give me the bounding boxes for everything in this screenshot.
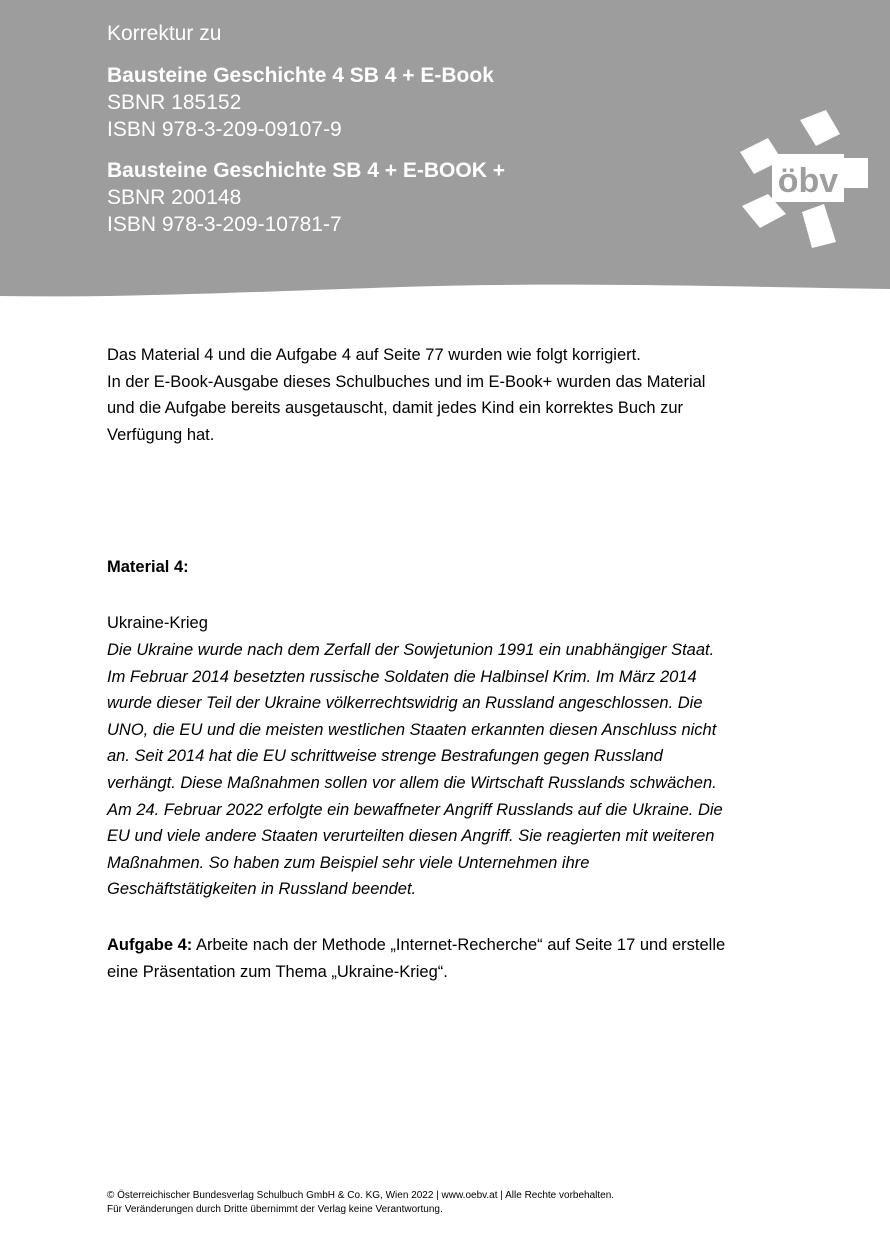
intro-line: und die Aufgabe bereits ausgetauscht, damit jedes Kind ein korrektes Buch zur — [107, 399, 684, 418]
material-line: an. Seit 2014 hat die EU schrittweise strenge Bestrafungen gegen Russland — [107, 747, 663, 766]
book-block-1 — [107, 62, 505, 143]
intro-line: Das Material 4 und die Aufgabe 4 auf Seite 77 wurden wie folgt korrigiert. — [107, 346, 641, 364]
footer — [107, 1189, 614, 1217]
material-line: Im Februar 2014 besetzten russische Soldaten die Halbinsel Krim. Im März 2014 — [107, 667, 697, 686]
intro-line: Verfügung hat. — [107, 425, 215, 444]
task-label: Aufgabe 4: — [107, 936, 193, 954]
material-line: UNO, die EU und die meisten westlichen Staaten erkannten diesen Anschluss nicht — [107, 720, 717, 739]
oebv-logo — [738, 108, 870, 248]
header-band — [0, 0, 890, 300]
book-sbnr-1: SBNR 185152 — [107, 91, 242, 114]
intro-paragraph — [107, 342, 797, 448]
material-line: wurde dieser Teil der Ukraine völkerrechtswidrig an Russland angeschlossen. Die — [107, 694, 703, 713]
task-text-1: Arbeite nach der Methode „Internet-Recherche“ auf Seite 17 und erstelle — [192, 936, 726, 954]
book-title-2: Bausteine Geschichte SB 4 + E-BOOK + — [107, 159, 505, 182]
header-text — [107, 20, 505, 238]
task-line-1 — [107, 932, 807, 959]
footer-disclaimer: Für Veränderungen durch Dritte übernimmt der Verlag keine Verantwortung. — [107, 1204, 443, 1215]
footer-copyright: © Österreichischer Bundesverlag Schulbuch GmbH & Co. KG, Wien 2022 | www.oebv.at | Alle Rechte vorbehalten. — [107, 1190, 615, 1201]
book-isbn-2: ISBN 978-3-209-10781-7 — [107, 213, 342, 236]
book-sbnr-2: SBNR 200148 — [107, 186, 242, 209]
material-line: Die Ukraine wurde nach dem Zerfall der Sowjetunion 1991 ein unabhängiger Staat. — [107, 641, 715, 659]
material-body — [107, 637, 807, 903]
intro-line: In der E-Book-Ausgabe dieses Schulbuches und im E-Book+ wurden das Material — [107, 372, 706, 391]
task-line-2: eine Präsentation zum Thema „Ukraine-Krieg“. — [107, 962, 448, 981]
book-title-1: Bausteine Geschichte 4 SB 4 + E-Book — [107, 64, 494, 87]
material-heading: Material 4: — [107, 558, 189, 576]
material-line: EU und viele andere Staaten verurteilten diesen Angriff. Sie reagierten mit weiteren — [107, 827, 715, 846]
material-line: Geschäftstätigkeiten in Russland beendet. — [107, 880, 417, 899]
material-title: Ukraine-Krieg — [107, 614, 208, 632]
task-paragraph — [107, 932, 807, 985]
logo-text: öbv — [777, 162, 839, 200]
material-line: verhängt. Diese Maßnahmen sollen vor allem die Wirtschaft Russlands schwächen. — [107, 773, 717, 792]
material-line: Am 24. Februar 2022 erfolgte ein bewaffneter Angriff Russlands auf die Ukraine. Die — [107, 800, 723, 819]
header-intro: Korrektur zu — [107, 22, 222, 45]
material-line: Maßnahmen. So haben zum Beispiel sehr viele Unternehmen ihre — [107, 853, 590, 872]
book-isbn-1: ISBN 978-3-209-09107-9 — [107, 118, 342, 141]
book-block-2 — [107, 157, 505, 238]
